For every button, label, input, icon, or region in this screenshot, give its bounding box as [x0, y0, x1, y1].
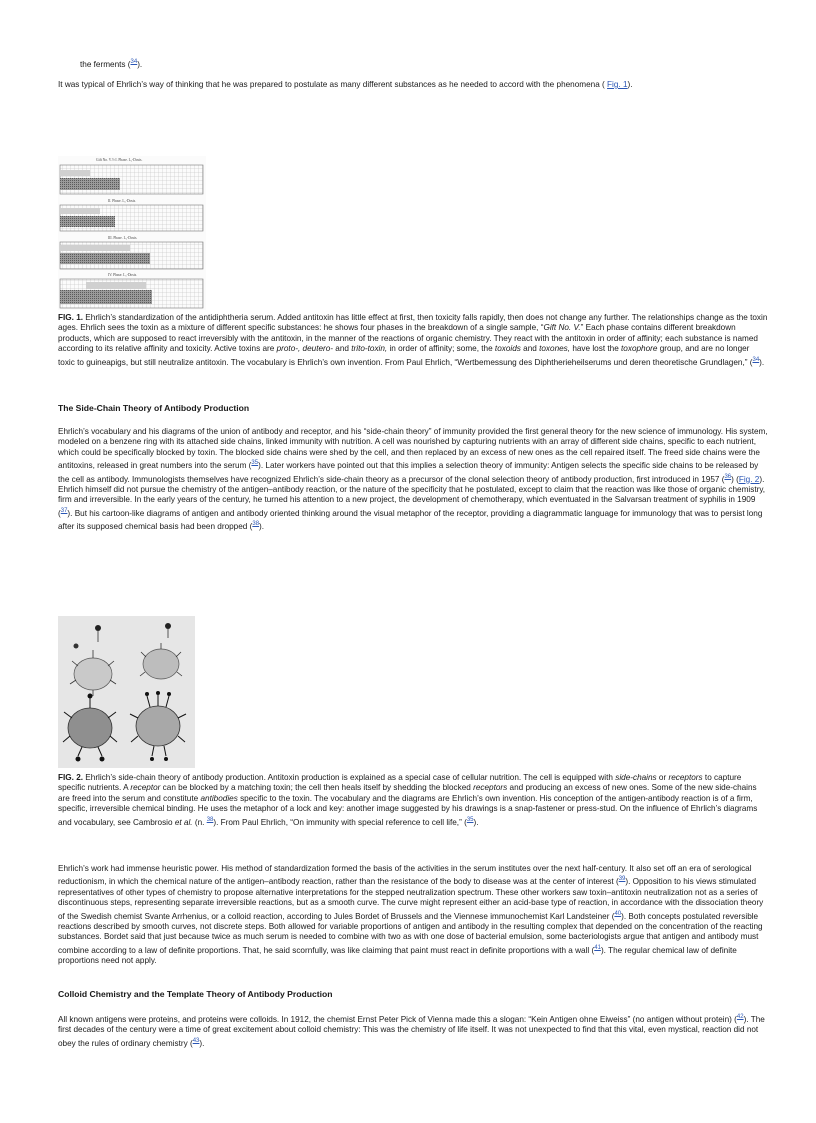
fig1-link[interactable]: Fig. 1: [607, 80, 628, 89]
ref-link[interactable]: 41: [594, 944, 601, 951]
ref-link[interactable]: 39: [618, 876, 626, 883]
fig1-panel-title: Gift No. V.½ I. Phase. L₀-Dosis.: [96, 158, 143, 162]
fig1-panel-title: IV. Phase. L₀-Dosis.: [108, 273, 138, 277]
paragraph-heuristic-power: Ehrlich’s work had immense heuristic power. His method of standardization formed the basis of the activities in the serum institutes over the next half-century. It also set off an era of serological reductionism, in which the chemical nature of the antigen–antibody reaction, rather than the resistance of the body to disease was at the center of interest ($^{39}$). Opposition to his views stimulated representatives of other types of chemistry to propose alternative interpretations for the stepped neutralization spectrum. These other workers saw toxin–antitoxin neutralization not as a series of discontinuous steps, representing separate irreversible reactions, but as a smooth curve. The curve might represent either an acid-base type of reaction, in accordance with the dissociation theory of the Swedish chemist Svante Arrhenius, or a colloid reaction, according to Jules Bordet of Brussels and the Viennese immunochemist Karl Landsteiner ($^{40}$). Both concepts postulated reversible reactions described by smooth curves, not discrete steps. Both allowed for variable proportions of antigen and antibody in the resulting complex that depended on the concentration of the reacting substances. Bordet said that just because twice as much serum is needed to combine with two as with one dose of bacterial emulsion, some bacteriologists argue that antigen and antibody must combine according to a law of definite proportions. That, he said scornfully, was like claiming that paint must react in definite proportions with a wall ($^{41}$). The regular chemical law of definite proportions need not apply.: [58, 864, 764, 966]
ref-link[interactable]: 36: [724, 473, 732, 480]
fig2-caption: FIG. 2. Ehrlich’s side-chain theory of antibody production. Antitoxin production is explained as a special case of cellular nutrition. The cell is equipped with side-chains or receptors to capture specific nutrients. A receptor can be blocked by a matching toxin; the cell then heals itself by shedding the blocked receptors and producing an excess of new ones. Some of the new side-chains are freed into the serum and constitute antibodies specific to the toxin. The vocabulary and the diagrams are Ehrlich’s own invention. His conception of the antigen-antibody reaction is of a firm, specific, irreversible chemical binding. He uses the metaphor of a lock and key: another image suggested by his drawings is a snap-fastener or press-stud. On the influence of Ehrlich’s diagrams and vocabulary, see Cambrosio et al. (n. $^{38}$). From Paul Ehrlich, “On immunity with special reference to cell life,” ($^{35}$).: [58, 773, 758, 827]
fig2-image[interactable]: [58, 616, 195, 768]
fig2-cell-drawing: [58, 616, 195, 768]
ref-link[interactable]: 38: [252, 521, 260, 528]
ref-link[interactable]: 35: [251, 460, 259, 467]
fig1-panel-title: III. Phase. L₀-Dosis.: [108, 236, 138, 240]
fig1-panel-title: II. Phase. L₀-Dosis.: [108, 199, 137, 203]
ref-link[interactable]: 43: [192, 1037, 200, 1044]
paragraph-side-chain: Ehrlich’s vocabulary and his diagrams of the union of antibody and receptor, and his “side-chain theory” of immunity provided the first general theory for the new science of immunology. His system, modeled on a benzene ring with its attached side chains, linked immunity with nutrition. A cell was nourished by capturing nutrients with an array of different side chains, specific to each nutrient, which could be specifically blocked by toxin. The blocked side chains were shed by the cell, and then replaced by an excess of new ones as the cell repaired itself. The freed side chains were the antitoxins, released in great numbers into the serum ($^{35}$). Later workers have pointed out that this implies a selection theory of immunity: Antigen selects the specific side chains to be released by the cell as antibody. Immunologists themselves have recognized Ehrlich’s side-chain theory as a precursor of the clonal selection theory of antibody production, first introduced in 1957 ($^{36}$) (Fig. 2). Ehrlich himself did not pursue the chemistry of the antigen–antibody reaction, or the nature of the specificity that he postulated, except to claim that the reaction was like those of organic chemistry, firm and irreversible. In the early years of the century, he turned his attention to a new project, the development of chemotherapy, which eventuated in the Salvarsan treatment of syphilis in 1909 ($^{37}$). But his cartoon-like diagrams of antigen and antibody oriented thinking around the visual metaphor of the receptor, providing a diagrammatic language for immunology that was to persist long after its supposed chemical basis had been dropped ($^{38}$).: [58, 427, 768, 532]
section-heading-side-chain: The Side-Chain Theory of Antibody Production: [58, 403, 250, 413]
ref-link[interactable]: 34: [130, 59, 138, 65]
ref-link[interactable]: 35: [466, 816, 474, 823]
ref-link[interactable]: 42: [736, 1014, 744, 1020]
ref-link[interactable]: 34: [752, 356, 760, 363]
intro-line: the ferments ($^{34}$).: [80, 59, 143, 69]
ref-link[interactable]: 38: [206, 816, 214, 823]
fig1-caption: FIG. 1. Ehrlich’s standardization of the antidiphtheria serum. Added antitoxin has little effect at first, then toxicity falls rapidly, then does not change any further. The relationships change as the toxin ages. Ehrlich sees the toxin as a mixture of different specific substances: he shows four phases in the breakdown of a single sample, “Gift No. V.” Each phase contains different breakdown products, which are supposed to react irreversibly with the antitoxin, in the manner of the reactions of organic chemistry. They react with the antitoxin in order of affinity; each substance is named according to its relative affinity and toxicity. Active toxins are proto-, deutero- and trito-toxin, in order of affinity; some, the toxoids and toxones, have lost the toxophore group, and are no longer toxic to guineapigs, but still neutralize antitoxin. The vocabulary is Ehrlich’s own invention. From Paul Ehrlich, “Wertbemessung des Diphtherieheilserums und deren theoretische Grundlagen,” ($^{34}$).: [58, 313, 768, 367]
fig2-link[interactable]: Fig. 2: [738, 474, 760, 484]
section-heading-colloid: Colloid Chemistry and the Template Theory of Antibody Production: [58, 989, 333, 999]
fig1-image[interactable]: [58, 156, 206, 310]
ref-link[interactable]: 40: [614, 910, 622, 917]
fig1-chart-drawing: [58, 156, 206, 310]
paragraph-colloid: All known antigens were proteins, and proteins were colloids. In 1912, the chemist Ernst Peter Pick of Vienna made this a slogan: “Kein Antigen ohne Eiweiss” (no antigen without protein) ($^{42}$). The first decades of the century were a time of great excitement about colloid chemistry: This was the chemistry of life itself. It was not unexpected to find that this vital, even mystical, reaction did not obey the rules of ordinary chemistry ($^{43}$).: [58, 1014, 765, 1048]
ref-link[interactable]: 37: [60, 507, 68, 514]
paragraph-fig1-intro: It was typical of Ehrlich’s way of thinking that he was prepared to postulate as many different substances as he needed to accord with the phenomena ( Fig. 1).: [58, 80, 633, 89]
